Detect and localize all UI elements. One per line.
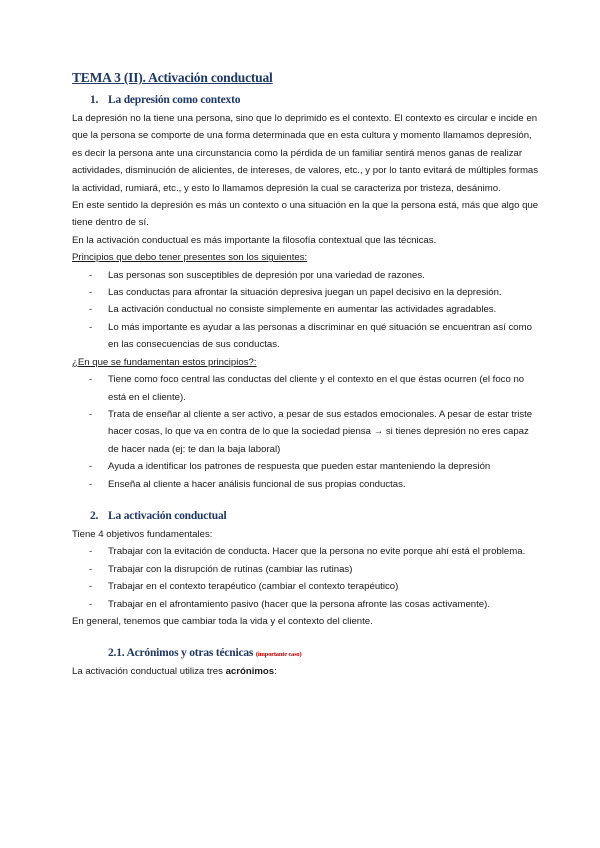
section-2-number: 2. [90,509,99,522]
list-item: - Enseña al cliente a hacer análisis funcional de sus propias conductas. [89,478,406,490]
list-item: - La activación conductual no consiste simplemente en aumentar las actividades agradables. [89,304,497,316]
paragraph-1: La depresión no la tiene una persona, sino que lo deprimido es el contexto. El contexto es circular e incide en que la persona se comporte de una forma determinada que en esta cultura y momento llamamos depresión, es decir la persona ante una circunstancia como la pérdida de un familiar sentirá menos ganas de realizar actividades, disminución de alicientes, de intereses, de valores, etc., y por lo tanto evitará de múltiples formas la actividad, rumiará, etc., y esto lo llamamos depresión la cual se caracteriza por tristeza, desánimo. [72,113,539,194]
list-item: - Trabajar con la disrupción de rutinas (cambiar las rutinas) [89,563,353,575]
section-2-closing: En general, tenemos que cambiar toda la vida y el contexto del cliente. [72,615,373,627]
basis-heading: ¿En que se fundamentan estos principios?: [72,356,257,368]
objectives-intro: Tiene 4 objetivos fundamentales: [72,528,213,540]
section-2-heading [90,510,540,522]
section-2-1-heading [108,647,540,659]
list-item: - Ayuda a identificar los patrones de respuesta que pueden estar manteniendo la depresión [89,461,491,473]
acronyms-term: acrónimos [225,666,275,678]
list-item: - Las personas son susceptibles de depresión por una variedad de razones. [89,269,425,281]
paragraph-3: En la activación conductual es más importante la filosofía contextual que las técnicas. [72,234,437,246]
section-1-title: La depresión como contexto [108,94,241,106]
section-1-number: 1. [90,94,99,106]
importance-note: (importante caso) [255,651,302,659]
principles-heading: Principios que debo tener presentes son los siguientes: [72,252,308,264]
list-item: - Trata de enseñar al cliente a ser activo, a pesar de sus estados emocionales. A pesar de estar triste hacer cosas, lo que va en contra de lo que la sociedad piensa → si tienes depresión no eres capaz de hacer nada (ej: te dan la baja laboral) [89,408,533,455]
paragraph-2: En este sentido la depresión es más un contexto o una situación en la que la persona está, más que algo que tiene dentro de sí. [72,200,539,229]
list-item: - Trabajar en el contexto terapéutico (cambiar el contexto terapéutico) [89,581,399,593]
list-item: - Las conductas para afrontar la situación depresiva juegan un papel decisivo en la depresión. [89,287,502,299]
section-1-heading [90,94,540,106]
section-2-title: La activación conductual [108,509,227,522]
acronyms-paragraph: La activación conductual utiliza tres acrónimos: [72,666,277,678]
basis-list [72,371,540,493]
objectives-list [72,543,540,613]
list-item: - Tiene como foco central las conductas del cliente y el contexto en el que éstas ocurren (el foco no está en el cliente). [89,374,525,403]
principles-list [72,267,540,354]
list-item: - Lo más importante es ayudar a las personas a discriminar en qué situación se encuentran así como en las consecuencias de sus conductas. [89,321,532,351]
list-item: - Trabajar con la evitación de conducta. Hacer que la persona no evite porque ahí está el problema. [89,546,526,558]
section-2-1-title: 2.1. Acrónimos y otras técnicas [108,647,254,660]
page-title: TEMA 3 (II). Activación conductual [72,70,273,85]
list-item: - Trabajar en el afrontamiento pasivo (hacer que la persona afronte las cosas activamente). [89,598,491,610]
